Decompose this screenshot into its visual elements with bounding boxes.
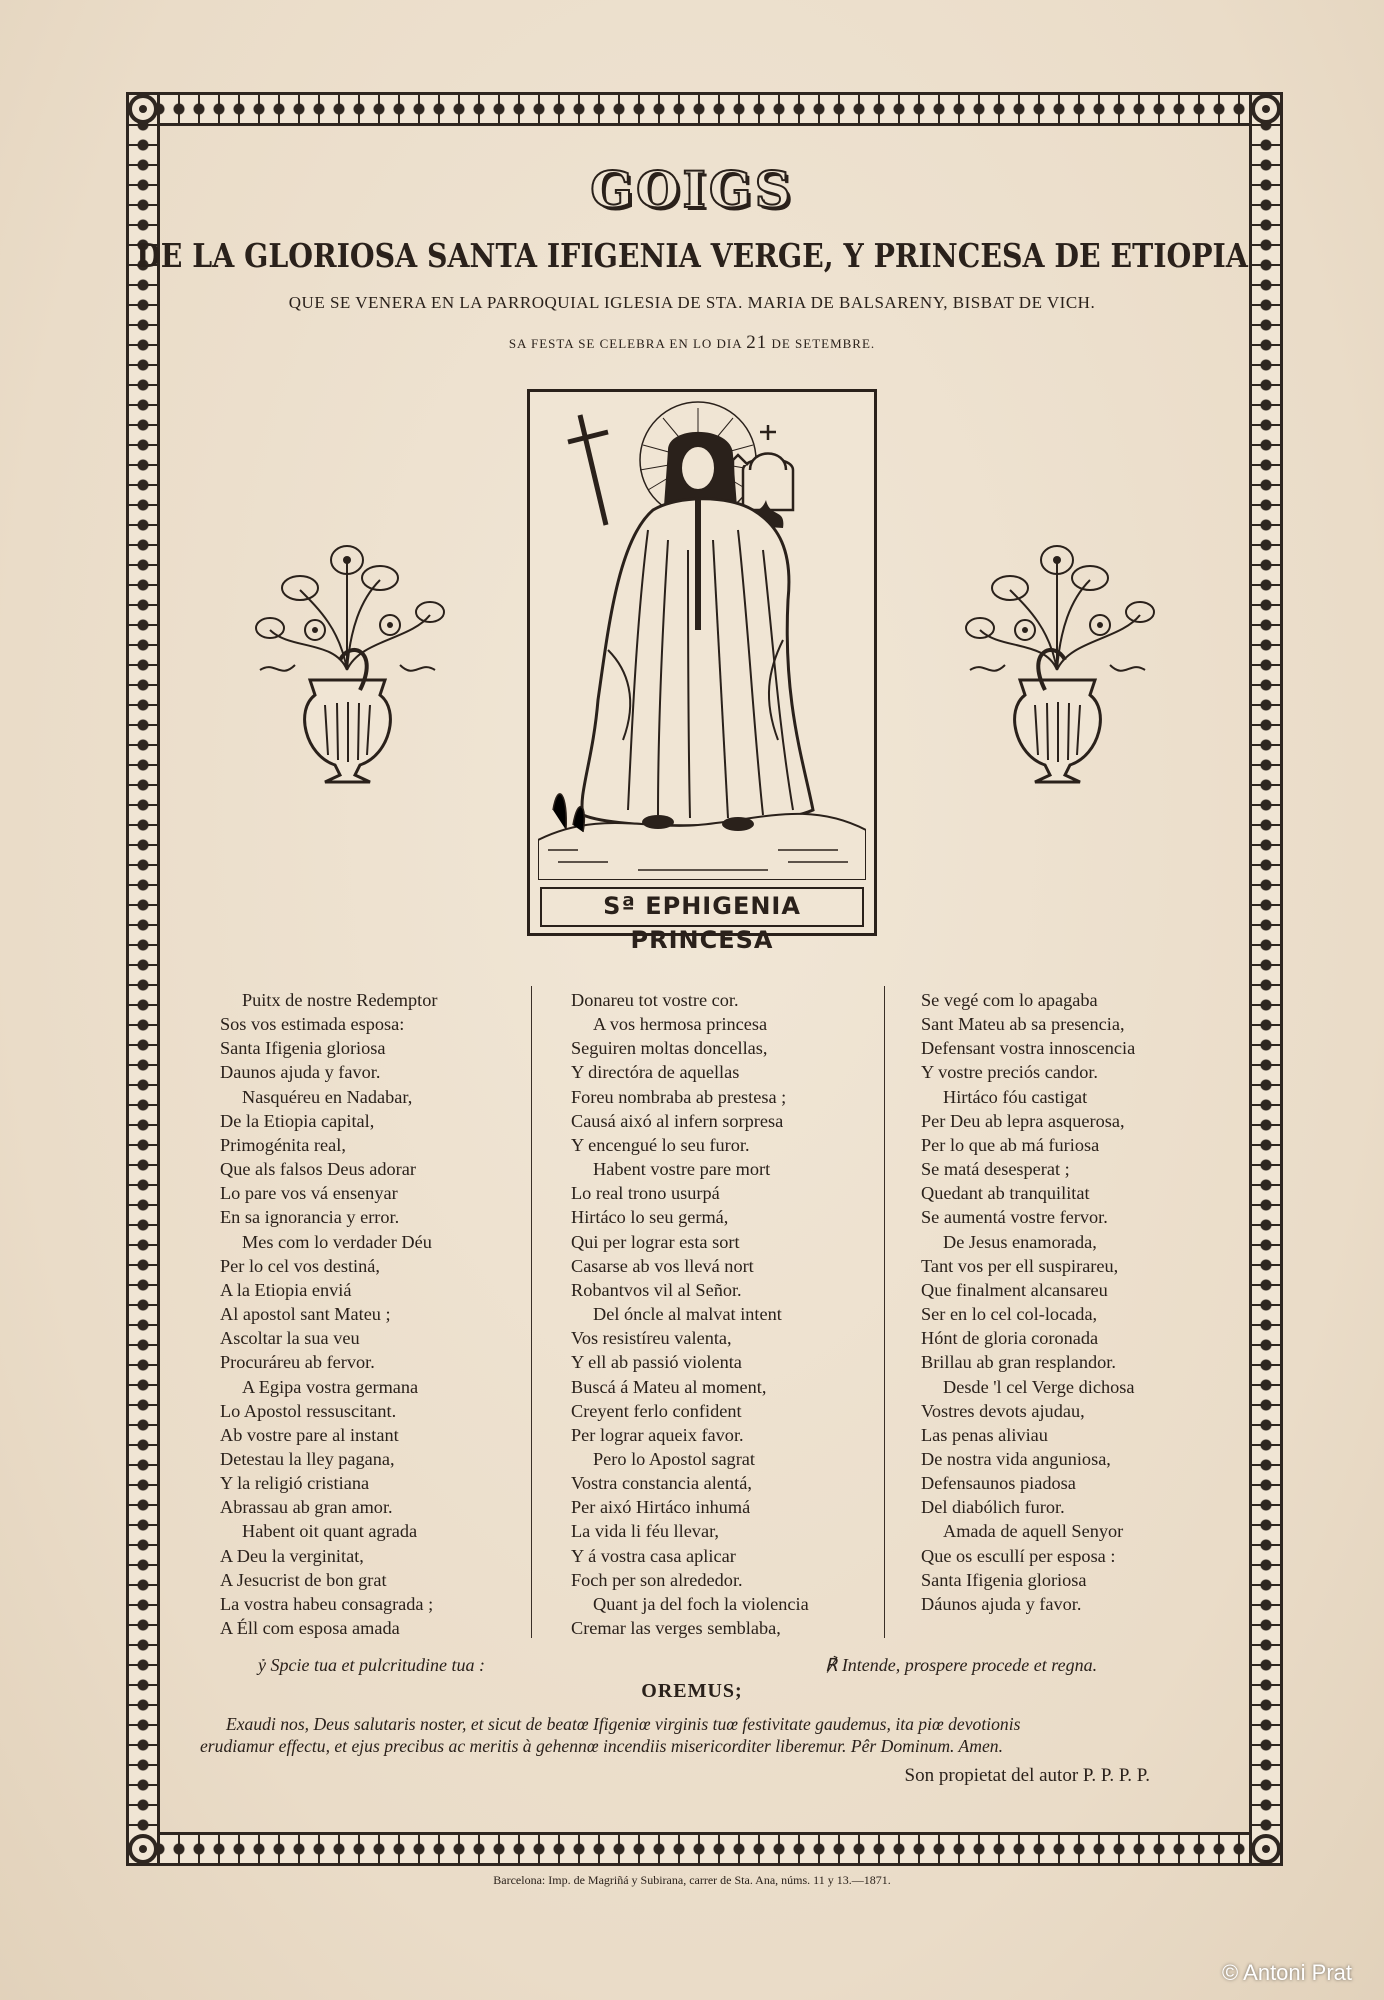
verse-line: La vida li féu llevar, (571, 1521, 719, 1542)
verse-line: Que finalment alcansareu (921, 1279, 1108, 1300)
verse-line: Per aixó Hirtáco inhumá (571, 1497, 751, 1518)
verse-line: Sos vos estimada esposa: (220, 1014, 405, 1035)
verse-line: Se vegé com lo apagaba (921, 990, 1098, 1010)
corner-rosette-top-left (128, 94, 158, 124)
verse-line: Vostra constancia alentá, (571, 1473, 752, 1494)
verse-line: Tant vos per ell suspirareu, (921, 1255, 1119, 1276)
verse-line: Del diabólich furor. (921, 1497, 1065, 1518)
verse-line: A vos hermosa princesa (593, 1014, 768, 1035)
verse-line: Cremar las verges semblaba, (571, 1618, 781, 1639)
verse-line: En sa ignorancia y error. (220, 1207, 400, 1228)
feast-day: 21 (746, 332, 768, 353)
verse-line: Per lograr aqueix favor. (571, 1424, 744, 1445)
verse-line: Causá aixó al infern sorpresa (571, 1110, 784, 1131)
verse-line: Nasquéreu en Nadabar, (242, 1086, 413, 1107)
verse-line: A la Etiopia enviá (220, 1279, 352, 1300)
verse-line: Ser en lo cel col-locada, (921, 1304, 1098, 1325)
verse-line: Defensant vostra innoscencia (921, 1038, 1136, 1059)
verse-line: Detestau la lley pagana, (220, 1448, 395, 1469)
verse-column-2 (571, 988, 809, 1640)
border-right (1249, 92, 1283, 1866)
subtitle: QUE SE VENERA EN LA PARROQUIAL IGLESIA DE STA. MARIA DE BALSARENY, BISBAT DE VICH. (288, 293, 1096, 312)
verse-line: Las penas aliviau (921, 1424, 1048, 1445)
verse-line: Robantvos vil al Señor. (571, 1279, 742, 1300)
verse-line: Puitx de nostre Redemptor (242, 990, 438, 1010)
ownership-note: Son propietat del autor P. P. P. P. (904, 1765, 1150, 1786)
verse-line: De nostra vida anguniosa, (921, 1448, 1111, 1469)
prayer-line-2: erudiamur effectu, et ejus precibus ac meritis à gehennœ incendiis misericorditer liberemur. Pêr Dominum. Amen. (200, 1736, 1003, 1756)
verse-line: Quant ja del foch la violencia (593, 1593, 809, 1614)
verse-line: Lo Apostol ressuscitant. (220, 1400, 397, 1421)
verse-line: Creyent ferlo confident (571, 1400, 742, 1421)
border-left (126, 92, 160, 1866)
verse-line: Casarse ab vos llevá nort (571, 1255, 754, 1276)
verse-line: Quedant ab tranquilitat (921, 1183, 1090, 1204)
verse-line: Qui per lograr esta sort (571, 1231, 740, 1252)
verse-line: Santa Ifigenia gloriosa (220, 1038, 386, 1059)
verse-line: Hónt de gloria coronada (921, 1328, 1099, 1349)
verse-line: Vos resistíreu valenta, (571, 1328, 732, 1349)
verse-line: Y directóra de aquellas (571, 1062, 740, 1083)
verse-line: Que os escullí per esposa : (921, 1545, 1116, 1566)
verse-line: Y á vostra casa aplicar (571, 1545, 736, 1566)
flower-vase-right-icon (950, 520, 1165, 800)
corner-rosette-top-right (1251, 94, 1281, 124)
prayer-text (200, 1713, 1225, 1757)
prayer-line-1: Exaudi nos, Deus salutaris noster, et sicut de beatœ Ifigeniœ virginis tuœ festivitate gaudemus, ita piœ devotionis (226, 1714, 1021, 1734)
verse-line: Abrassau ab gran amor. (220, 1497, 393, 1518)
verse-line: Primogénita real, (220, 1134, 346, 1155)
verse-line: De Jesus enamorada, (943, 1231, 1097, 1252)
corner-rosette-bottom-left (128, 1834, 158, 1864)
corner-rosette-bottom-right (1251, 1834, 1281, 1864)
verse-line: Hirtáco fóu castigat (943, 1086, 1088, 1107)
verse-line: Defensaunos piadosa (921, 1473, 1076, 1494)
verse-line: Y la religió cristiana (220, 1473, 370, 1494)
border-bottom (126, 1832, 1283, 1866)
verse-line: Foch per son alrededor. (571, 1569, 743, 1590)
verse-line: Al apostol sant Mateu ; (220, 1304, 391, 1325)
verse-line: Ascoltar la sua veu (220, 1328, 360, 1349)
verse-column-1 (220, 988, 437, 1640)
feast-line (0, 332, 1384, 354)
verse-line: De la Etiopia capital, (220, 1110, 375, 1131)
feast-after: DE SETEMBRE. (771, 336, 876, 351)
verse-line: Habent vostre pare mort (593, 1159, 771, 1180)
copyright-watermark: © Antoni Prat (1222, 1960, 1352, 1985)
column-divider-1 (531, 986, 532, 1638)
verse-line: Hirtáco lo seu germá, (571, 1207, 729, 1228)
woodcut-caption: Sª EPHIGENIA PRINCESA (540, 887, 864, 927)
printer-imprint: Barcelona: Imp. de Magriñá y Subirana, carrer de Sta. Ana, núms. 11 y 13.—1871. (493, 1873, 891, 1887)
verse-line: Desde 'l cel Verge dichosa (943, 1376, 1135, 1397)
verse-line: Sant Mateu ab sa presencia, (921, 1014, 1125, 1035)
verse-line: Per lo cel vos destiná, (220, 1255, 380, 1276)
oremus-heading: OREMUS; (641, 1680, 743, 1702)
verse-column-3 (921, 988, 1135, 1616)
verse-line: Per lo que ab má furiosa (921, 1134, 1100, 1155)
verse-line: Vostres devots ajudau, (921, 1400, 1085, 1421)
verse-line: Lo pare vos vá ensenyar (220, 1183, 398, 1204)
verse-line: A Deu la verginitat, (220, 1545, 364, 1566)
verse-line: Daunos ajuda y favor. (220, 1062, 381, 1083)
verse-line: La vostra habeu consagrada ; (220, 1593, 434, 1614)
verse-line: Buscá á Mateu al moment, (571, 1376, 767, 1397)
verse-line: Pero lo Apostol sagrat (593, 1448, 755, 1469)
verse-line: Y ell ab passió violenta (571, 1352, 742, 1373)
feast-before: SA FESTA SE CELEBRA EN LO DIA (508, 336, 742, 351)
saint-woodcut (527, 389, 877, 954)
verse-line: Mes com lo verdader Déu (242, 1231, 432, 1252)
verse-line: Foreu nombraba ab prestesa ; (571, 1086, 787, 1107)
column-divider-2 (884, 986, 885, 1638)
verse-line: A Éll com esposa amada (220, 1618, 400, 1639)
border-top (126, 92, 1283, 126)
verse-line: Y encengué lo seu furor. (571, 1134, 750, 1155)
goigs-title: GOIGS (590, 160, 794, 219)
verse-line: Seguiren moltas doncellas, (571, 1038, 768, 1059)
verse-line: Donareu tot vostre cor. (571, 990, 739, 1010)
verse-line: A Egipa vostra germana (242, 1376, 419, 1397)
verse-line: Amada de aquell Senyor (943, 1521, 1124, 1542)
verse-line: Habent oit quant agrada (242, 1521, 418, 1542)
versicle: ỷ Spcie tua et pulcritudine tua : (258, 1655, 485, 1675)
main-title: DE LA GLORIOSA SANTA IFIGENIA VERGE, Y PRINCESA DE ETIOPIA (136, 236, 1248, 275)
verse-line: Se matá desesperat ; (921, 1159, 1070, 1180)
verse-line: Ab vostre pare al instant (220, 1424, 399, 1445)
verse-line: Per Deu ab lepra asquerosa, (921, 1110, 1125, 1131)
verse-line: Del óncle al malvat intent (593, 1304, 782, 1325)
saint-ephigenia-figure-icon (538, 400, 866, 880)
flower-vase-left-icon (240, 520, 455, 800)
verse-line: Que als falsos Deus adorar (220, 1159, 416, 1180)
verse-line: Se aumentá vostre fervor. (921, 1207, 1108, 1228)
verse-line: Y vostre preciós candor. (921, 1062, 1099, 1083)
verse-line: Brillau ab gran resplandor. (921, 1352, 1116, 1373)
verse-line: Lo real trono usurpá (571, 1183, 720, 1204)
verse-line: Dáunos ajuda y favor. (921, 1593, 1082, 1614)
response: ℟ Intende, prospere procede et regna. (825, 1655, 1098, 1675)
verse-line: Santa Ifigenia gloriosa (921, 1569, 1087, 1590)
verse-line: Procuráreu ab fervor. (220, 1352, 375, 1373)
verse-line: A Jesucrist de bon grat (220, 1569, 387, 1590)
